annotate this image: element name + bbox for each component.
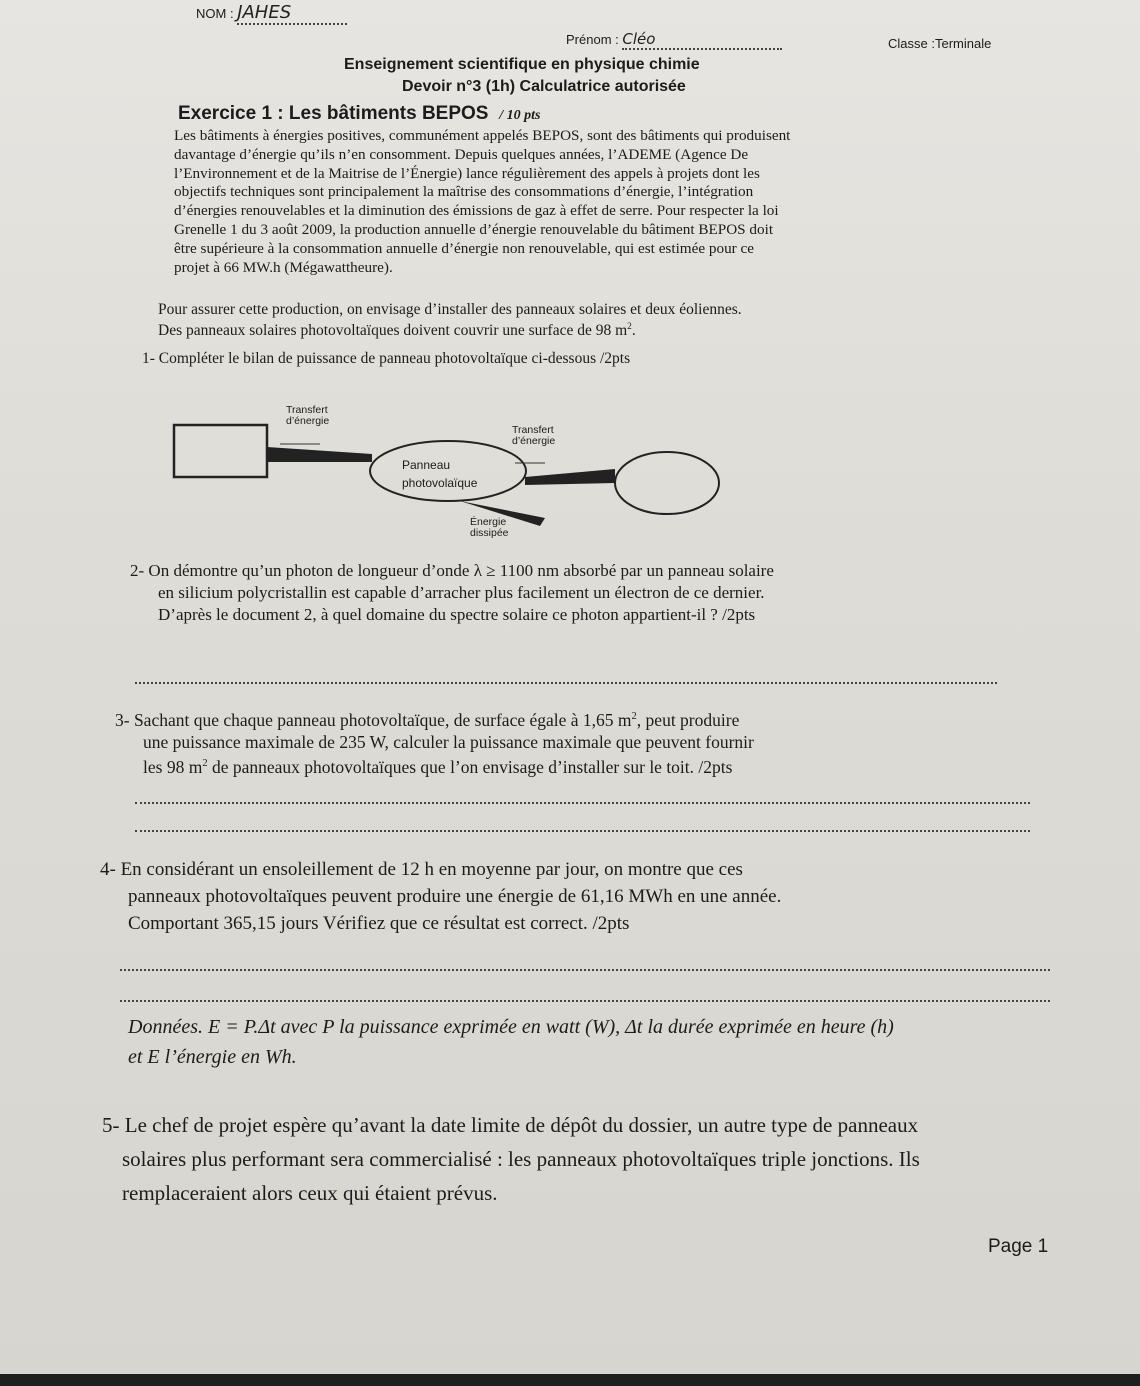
paragraph-line: Grenelle 1 du 3 août 2009, la production annuelle d’énergie renouvelable du bâtiment BEPOS doit bbox=[174, 220, 774, 238]
question-4: 4- En considérant un ensoleillement de 12 h en moyenne par jour, on montre que ces panneaux photovoltaïques peuvent produire une énergie de 61,16 MWh en une année. Comportant 365,15 jours Vérifiez que ce résultat est correct. /2pts bbox=[100, 859, 782, 934]
panel-label: Panneau photovolaïque bbox=[402, 458, 478, 490]
answer-line-q4[interactable] bbox=[120, 947, 1050, 971]
answer-line-q4[interactable] bbox=[120, 978, 1050, 1002]
transfer-label-right: Transfert d’énergie bbox=[512, 424, 556, 447]
input-energy-arrow bbox=[267, 447, 372, 462]
exercise-points: / 10 pts bbox=[499, 108, 541, 123]
source-answer-box[interactable] bbox=[174, 425, 267, 477]
nom-field bbox=[196, 2, 347, 25]
production-paragraph: Pour assurer cette production, on envisage d’installer des panneaux solaires et deux éoliennes. bbox=[158, 301, 742, 318]
prenom-field bbox=[566, 30, 782, 50]
intro-paragraph bbox=[174, 127, 790, 277]
paragraph-line: Les bâtiments à énergies positives, communément appelés BEPOS, sont des bâtiments qui produisent bbox=[174, 127, 791, 144]
answer-line-q2[interactable] bbox=[135, 648, 997, 684]
prenom-value: Cléo bbox=[622, 30, 782, 50]
nom-value: JAHES bbox=[237, 2, 347, 25]
question-3: 3- Sachant que chaque panneau photovoltaïque, de surface égale à 1,65 $m^2$, peut produire une puissance maximale de 235 W, calculer la puissance maximale que peuvent fournir les 98 $m^2$ de panneaux photovoltaïques que l’on envisage d’installer sur le toit. /2pts bbox=[115, 709, 754, 777]
photo-edge bbox=[0, 1374, 1140, 1386]
paragraph-line: objectifs techniques sont principalement la maîtrise des consommations d’énergie, l’intégration bbox=[174, 183, 754, 201]
surface-paragraph: Des panneaux solaires photovoltaïques doivent couvrir une surface de 98 $m^2$. bbox=[158, 322, 636, 340]
exercise-title: Exercice 1 : Les bâtiments BEPOS / 10 pts bbox=[178, 103, 541, 124]
output-answer-ellipse[interactable] bbox=[615, 452, 719, 514]
dissipated-label: Énergie dissipée bbox=[470, 516, 509, 539]
paragraph-line: projet à 66 MW.h (Mégawattheure). bbox=[174, 258, 393, 276]
paragraph-line: être supérieure à la consommation annuelle d’énergie non renouvelable, qui est estimée pour ce bbox=[174, 239, 754, 257]
prenom-label: Prénom : bbox=[566, 32, 619, 47]
nom-label: NOM : bbox=[196, 6, 234, 21]
question-5: 5- Le chef de projet espère qu’avant la date limite de dépôt du dossier, un autre type de panneaux solaires plus performant sera commercialisé : les panneaux photovoltaïques triple jonctions. Ils remplaceraient alors ceux qui étaient prévus. bbox=[102, 1113, 920, 1205]
data-note: Données. E = P.Δt avec P la puissance exprimée en watt (W), Δt la durée exprimée en heure (h) et E l’énergie en Wh. bbox=[128, 1016, 894, 1068]
transfer-label-left: Transfert d’énergie bbox=[286, 404, 330, 427]
course-title: Enseignement scientifique en physique chimie bbox=[344, 56, 700, 73]
classe-label: Classe :Terminale bbox=[888, 36, 992, 51]
paragraph-line: l’Environnement et de la Maitrise de l’Énergie) lance régulièrement des appels à projets dont les bbox=[174, 164, 760, 182]
question-1: 1- Compléter le bilan de puissance de panneau photovoltaïque ci-dessous /2pts bbox=[142, 350, 631, 367]
answer-line-q3[interactable] bbox=[135, 808, 1030, 832]
paragraph-line: d’énergies renouvelables et la diminution des émissions de gaz à effet de serre. Pour respecter la loi bbox=[174, 202, 779, 220]
page-number: Page 1 bbox=[988, 1236, 1049, 1257]
question-2: 2- On démontre qu’un photon de longueur d’onde λ ≥ 1100 nm absorbé par un panneau solaire en silicium polycristallin est capable d’arracher plus facilement un électron de ce dernier. D’après le document 2, à quel domaine du spectre solaire ce photon appartient-il ? /2pts bbox=[130, 561, 774, 624]
output-energy-arrow bbox=[525, 469, 615, 485]
devoir-title: Devoir n°3 (1h) Calculatrice autorisée bbox=[402, 78, 686, 95]
answer-line-q3[interactable] bbox=[135, 780, 1030, 804]
paragraph-line: davantage d’énergie qu’ils n’en consomment. Depuis quelques années, l’ADEME (Agence De bbox=[174, 145, 749, 163]
